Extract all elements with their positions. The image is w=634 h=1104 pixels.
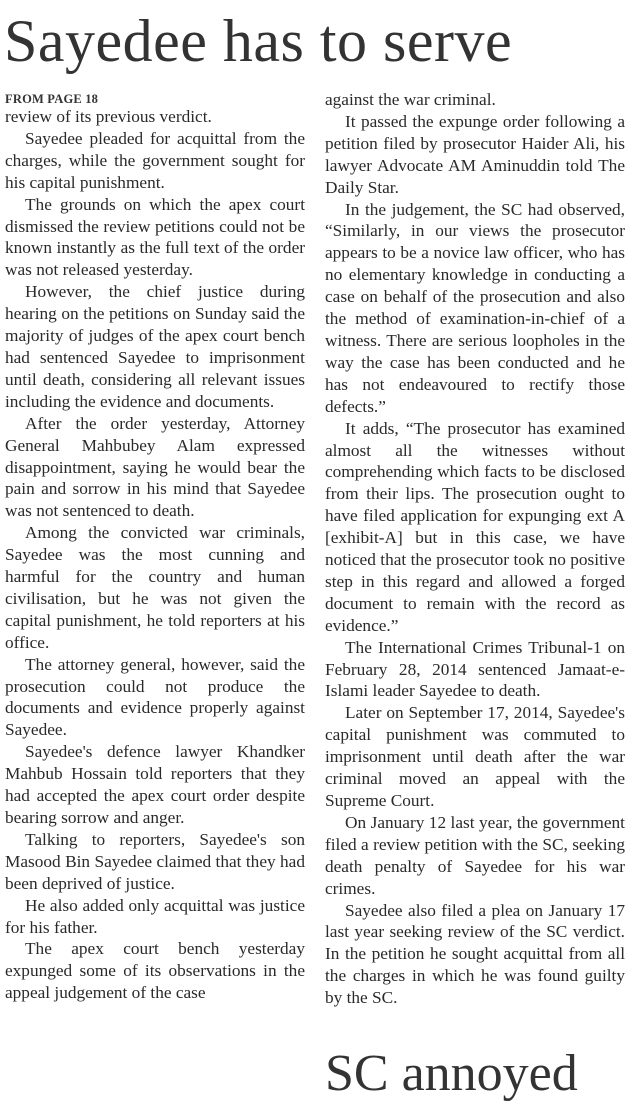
paragraph: Sayedee pleaded for acquittal from the charges, while the government sought for his capital punishment. [5, 128, 305, 192]
paragraph: Sayedee's defence lawyer Khandker Mahbub Hossain told reporters that they had accepted the apex court order despite bearing sorrow and anger. [5, 742, 305, 827]
paragraph: Sayedee also filed a plea on January 17 last year seeking review of the SC verdict. In the petition he sought acquittal from all the charges in which he was found guilty by the SC. [325, 900, 625, 1008]
paragraph: The grounds on which the apex court dismissed the review petitions could not be known instantly as the full text of the order was not released yesterday. [5, 194, 305, 280]
continuation-kicker: FROM PAGE 18 [5, 92, 99, 106]
paragraph: It adds, “The prosecutor has examined almost all the witnesses without comprehending which facts to be disclosed from their lips. The prosecution ought to have filed application for expunging ext A [exhibit-A] but in this case, we have noticed that the prosecutor took no positive step in this regard and allowed a forged document to remain with the record as evidence.” [325, 418, 625, 635]
paragraph: In the judgement, the SC had observed, “Similarly, in our views the prosecutor appears to be a novice law officer, who has no elementary knowledge in conducting a case on behalf of the prosecution and also the method of examination-in-chief of a witness. There are serious loopholes in the way the case has been conducted and he has not endeavoured to rectify those defects.” [325, 199, 625, 416]
paragraph: Talking to reporters, Sayedee's son Masood Bin Sayedee claimed that they had been deprived of justice. [5, 829, 305, 893]
paragraph: against the war criminal. [325, 90, 496, 109]
paragraph: However, the chief justice during hearing on the petitions on Sunday said the majority of judges of the apex court bench had sentenced Sayedee to imprisonment until death, considering all relevant issues including the evidence and documents. [5, 282, 305, 411]
right-column [325, 89, 625, 1009]
paragraph: It passed the expunge order following a petition filed by prosecutor Haider Ali, his lawyer Advocate AM Aminuddin told The Daily Star. [325, 111, 625, 197]
paragraph: The International Crimes Tribunal-1 on February 28, 2014 sentenced Jamaat-e-Islami leader Sayedee to death. [325, 637, 625, 701]
paragraph: Among the convicted war criminals, Sayedee was the most cunning and harmful for the country and human civilisation, but he was not given the capital punishment, he told reporters at his office. [5, 523, 305, 652]
left-column [5, 106, 305, 1004]
article-headline: Sayedee has to serve [4, 8, 513, 74]
paragraph: He also added only acquittal was justice for his father. [5, 895, 305, 937]
paragraph: The apex court bench yesterday expunged some of its observations in the appeal judgement of the case [5, 939, 305, 1003]
paragraph: review of its previous verdict. [5, 107, 212, 126]
paragraph: The attorney general, however, said the prosecution could not produce the documents and evidence properly against Sayedee. [5, 654, 305, 740]
paragraph: On January 12 last year, the government filed a review petition with the SC, seeking death penalty of Sayedee for his war crimes. [325, 812, 625, 898]
paragraph: Later on September 17, 2014, Sayedee's capital punishment was commuted to imprisonment until death after the war criminal moved an appeal with the Supreme Court. [325, 703, 625, 810]
next-article-headline: SC annoyed [325, 1045, 578, 1102]
paragraph: After the order yesterday, Attorney General Mahbubey Alam expressed disappointment, saying he would bear the pain and sorrow in his mind that Sayedee was not sentenced to death. [5, 413, 305, 521]
